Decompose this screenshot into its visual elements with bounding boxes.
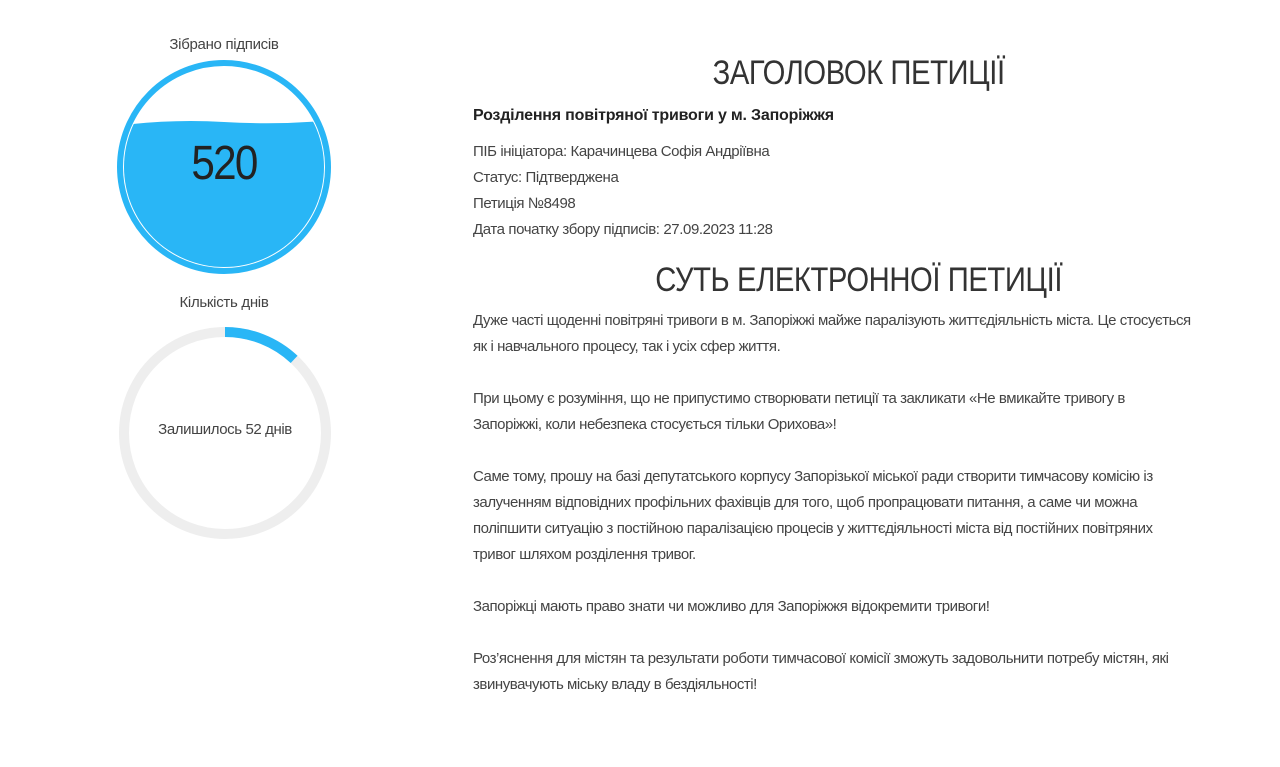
essence-paragraph: При цьому є розуміння, що не припустимо створювати петиції та закликати «Не вмикайте тривогу в Запоріжжі, коли небезпека стосується тільки Орихова»! (473, 390, 1125, 433)
petition-content (473, 54, 1203, 724)
essence-paragraph: Запоріжці мають право знати чи можливо для Запоріжжя відокремити тривоги! (473, 598, 990, 615)
signatures-count: 520 (191, 137, 257, 190)
days-remaining: Залишилось 52 днів (158, 421, 292, 438)
essence-paragraph: Дуже часті щоденні повітряні тривоги в м. Запоріжжі майже паралізують життєдіяльність міста. Це стосується як і навчального процесу, так і усіх сфер життя. (473, 312, 1191, 355)
essence-heading: СУТЬ ЕЛЕКТРОННОЇ ПЕТИЦІЇ (655, 261, 1063, 299)
days-ring-progress (225, 332, 294, 359)
essence-paragraph: Саме тому, прошу на базі депутатського корпусу Запорізької міської ради створити тимчасову комісію із залученням відповідних профільних фахівців для того, щоб пропрацювати питання, а саме чи можна поліпшити ситуацію з постійною паралізацією процесів у життєдіяльності міста від постійних повітряних тривог шляхом розділення тривог. (473, 468, 1153, 563)
petition-initiator: ПІБ ініціатора: Карачинцева Софія Андріївна (473, 143, 770, 160)
petition-title: Розділення повітряної тривоги у м. Запоріжжя (473, 107, 834, 124)
signatures-label: Зібрано підписів (169, 36, 279, 53)
petition-status: Статус: Підтверджена (473, 169, 619, 186)
petition-number: Петиція №8498 (473, 195, 576, 212)
essence-body (473, 308, 1193, 698)
essence-paragraph: Роз’яснення для містян та результати роботи тимчасової комісії зможуть задовольнити потребу містян, які звинувачують міську владу в бездіяльності! (473, 650, 1169, 693)
petition-meta (473, 139, 1203, 243)
petition-start-date: Дата початку збору підписів: 27.09.2023 11:28 (473, 221, 773, 238)
petition-heading: ЗАГОЛОВОК ПЕТИЦІЇ (712, 54, 1005, 92)
days-label: Кількість днів (179, 294, 269, 311)
